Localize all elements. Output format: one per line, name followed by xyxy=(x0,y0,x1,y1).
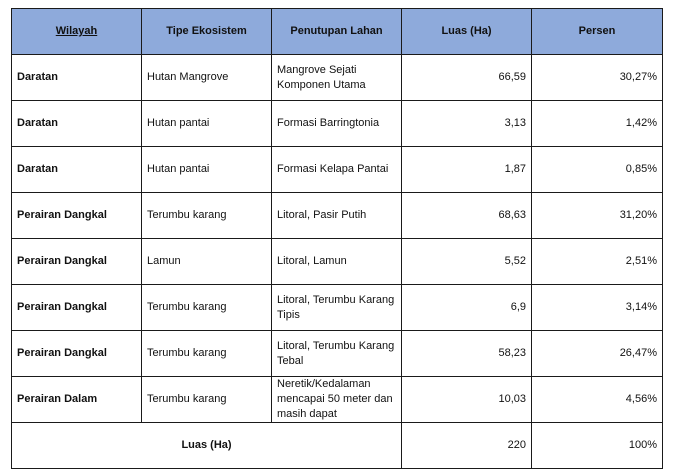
cell-luas: 5,52 xyxy=(402,239,532,285)
table-row xyxy=(12,101,663,147)
cell-wilayah: Perairan Dangkal xyxy=(12,285,142,331)
cell-wilayah: Daratan xyxy=(12,55,142,101)
cell-luas: 68,63 xyxy=(402,193,532,239)
header-penutupan-lahan: Penutupan Lahan xyxy=(272,9,402,55)
cell-penutupan-lahan: Formasi Kelapa Pantai xyxy=(272,147,402,193)
table-row xyxy=(12,193,663,239)
cell-persen: 0,85% xyxy=(532,147,663,193)
cell-tipe-ekosistem: Terumbu karang xyxy=(142,377,272,423)
table-row xyxy=(12,331,663,377)
cell-wilayah: Perairan Dalam xyxy=(12,377,142,423)
cell-wilayah: Perairan Dangkal xyxy=(12,331,142,377)
total-luas: 220 xyxy=(402,423,532,469)
header-persen: Persen xyxy=(532,9,663,55)
cell-luas: 1,87 xyxy=(402,147,532,193)
cell-tipe-ekosistem: Hutan pantai xyxy=(142,101,272,147)
table-row xyxy=(12,239,663,285)
cell-penutupan-lahan: Litoral, Lamun xyxy=(272,239,402,285)
cell-penutupan-lahan: Litoral, Terumbu Karang Tebal xyxy=(272,331,402,377)
header-row xyxy=(12,9,663,55)
header-wilayah-label: Wilayah xyxy=(55,25,98,37)
header-tipe-ekosistem: Tipe Ekosistem xyxy=(142,9,272,55)
cell-penutupan-lahan: Mangrove Sejati Komponen Utama xyxy=(272,55,402,101)
total-label: Luas (Ha) xyxy=(12,423,402,469)
cell-wilayah: Perairan Dangkal xyxy=(12,239,142,285)
header-luas: Luas (Ha) xyxy=(402,9,532,55)
total-persen: 100% xyxy=(532,423,663,469)
cell-persen: 30,27% xyxy=(532,55,663,101)
cell-luas: 10,03 xyxy=(402,377,532,423)
land-cover-table xyxy=(11,8,663,469)
cell-persen: 4,56% xyxy=(532,377,663,423)
cell-wilayah: Daratan xyxy=(12,101,142,147)
cell-penutupan-lahan xyxy=(272,377,402,423)
cell-penutupan-lahan-text: Neretik/Kedalaman mencapai 50 meter dan masih dapat xyxy=(277,378,393,420)
cell-tipe-ekosistem: Hutan pantai xyxy=(142,147,272,193)
cell-wilayah: Perairan Dangkal xyxy=(12,193,142,239)
cell-persen: 3,14% xyxy=(532,285,663,331)
cell-penutupan-lahan: Litoral, Pasir Putih xyxy=(272,193,402,239)
cell-luas: 3,13 xyxy=(402,101,532,147)
cell-luas: 6,9 xyxy=(402,285,532,331)
cell-tipe-ekosistem: Terumbu karang xyxy=(142,285,272,331)
table-row xyxy=(12,377,663,423)
cell-penutupan-lahan: Litoral, Terumbu Karang Tipis xyxy=(272,285,402,331)
cell-luas: 66,59 xyxy=(402,55,532,101)
table-row xyxy=(12,285,663,331)
cell-persen: 26,47% xyxy=(532,331,663,377)
cell-luas: 58,23 xyxy=(402,331,532,377)
cell-persen: 2,51% xyxy=(532,239,663,285)
cell-penutupan-lahan: Formasi Barringtonia xyxy=(272,101,402,147)
cell-tipe-ekosistem: Terumbu karang xyxy=(142,193,272,239)
table-row xyxy=(12,147,663,193)
cell-wilayah: Daratan xyxy=(12,147,142,193)
total-row xyxy=(12,423,663,469)
cell-persen: 31,20% xyxy=(532,193,663,239)
table-row xyxy=(12,55,663,101)
cell-tipe-ekosistem: Terumbu karang xyxy=(142,331,272,377)
cell-persen: 1,42% xyxy=(532,101,663,147)
cell-tipe-ekosistem: Lamun xyxy=(142,239,272,285)
header-wilayah xyxy=(12,9,142,55)
cell-tipe-ekosistem: Hutan Mangrove xyxy=(142,55,272,101)
